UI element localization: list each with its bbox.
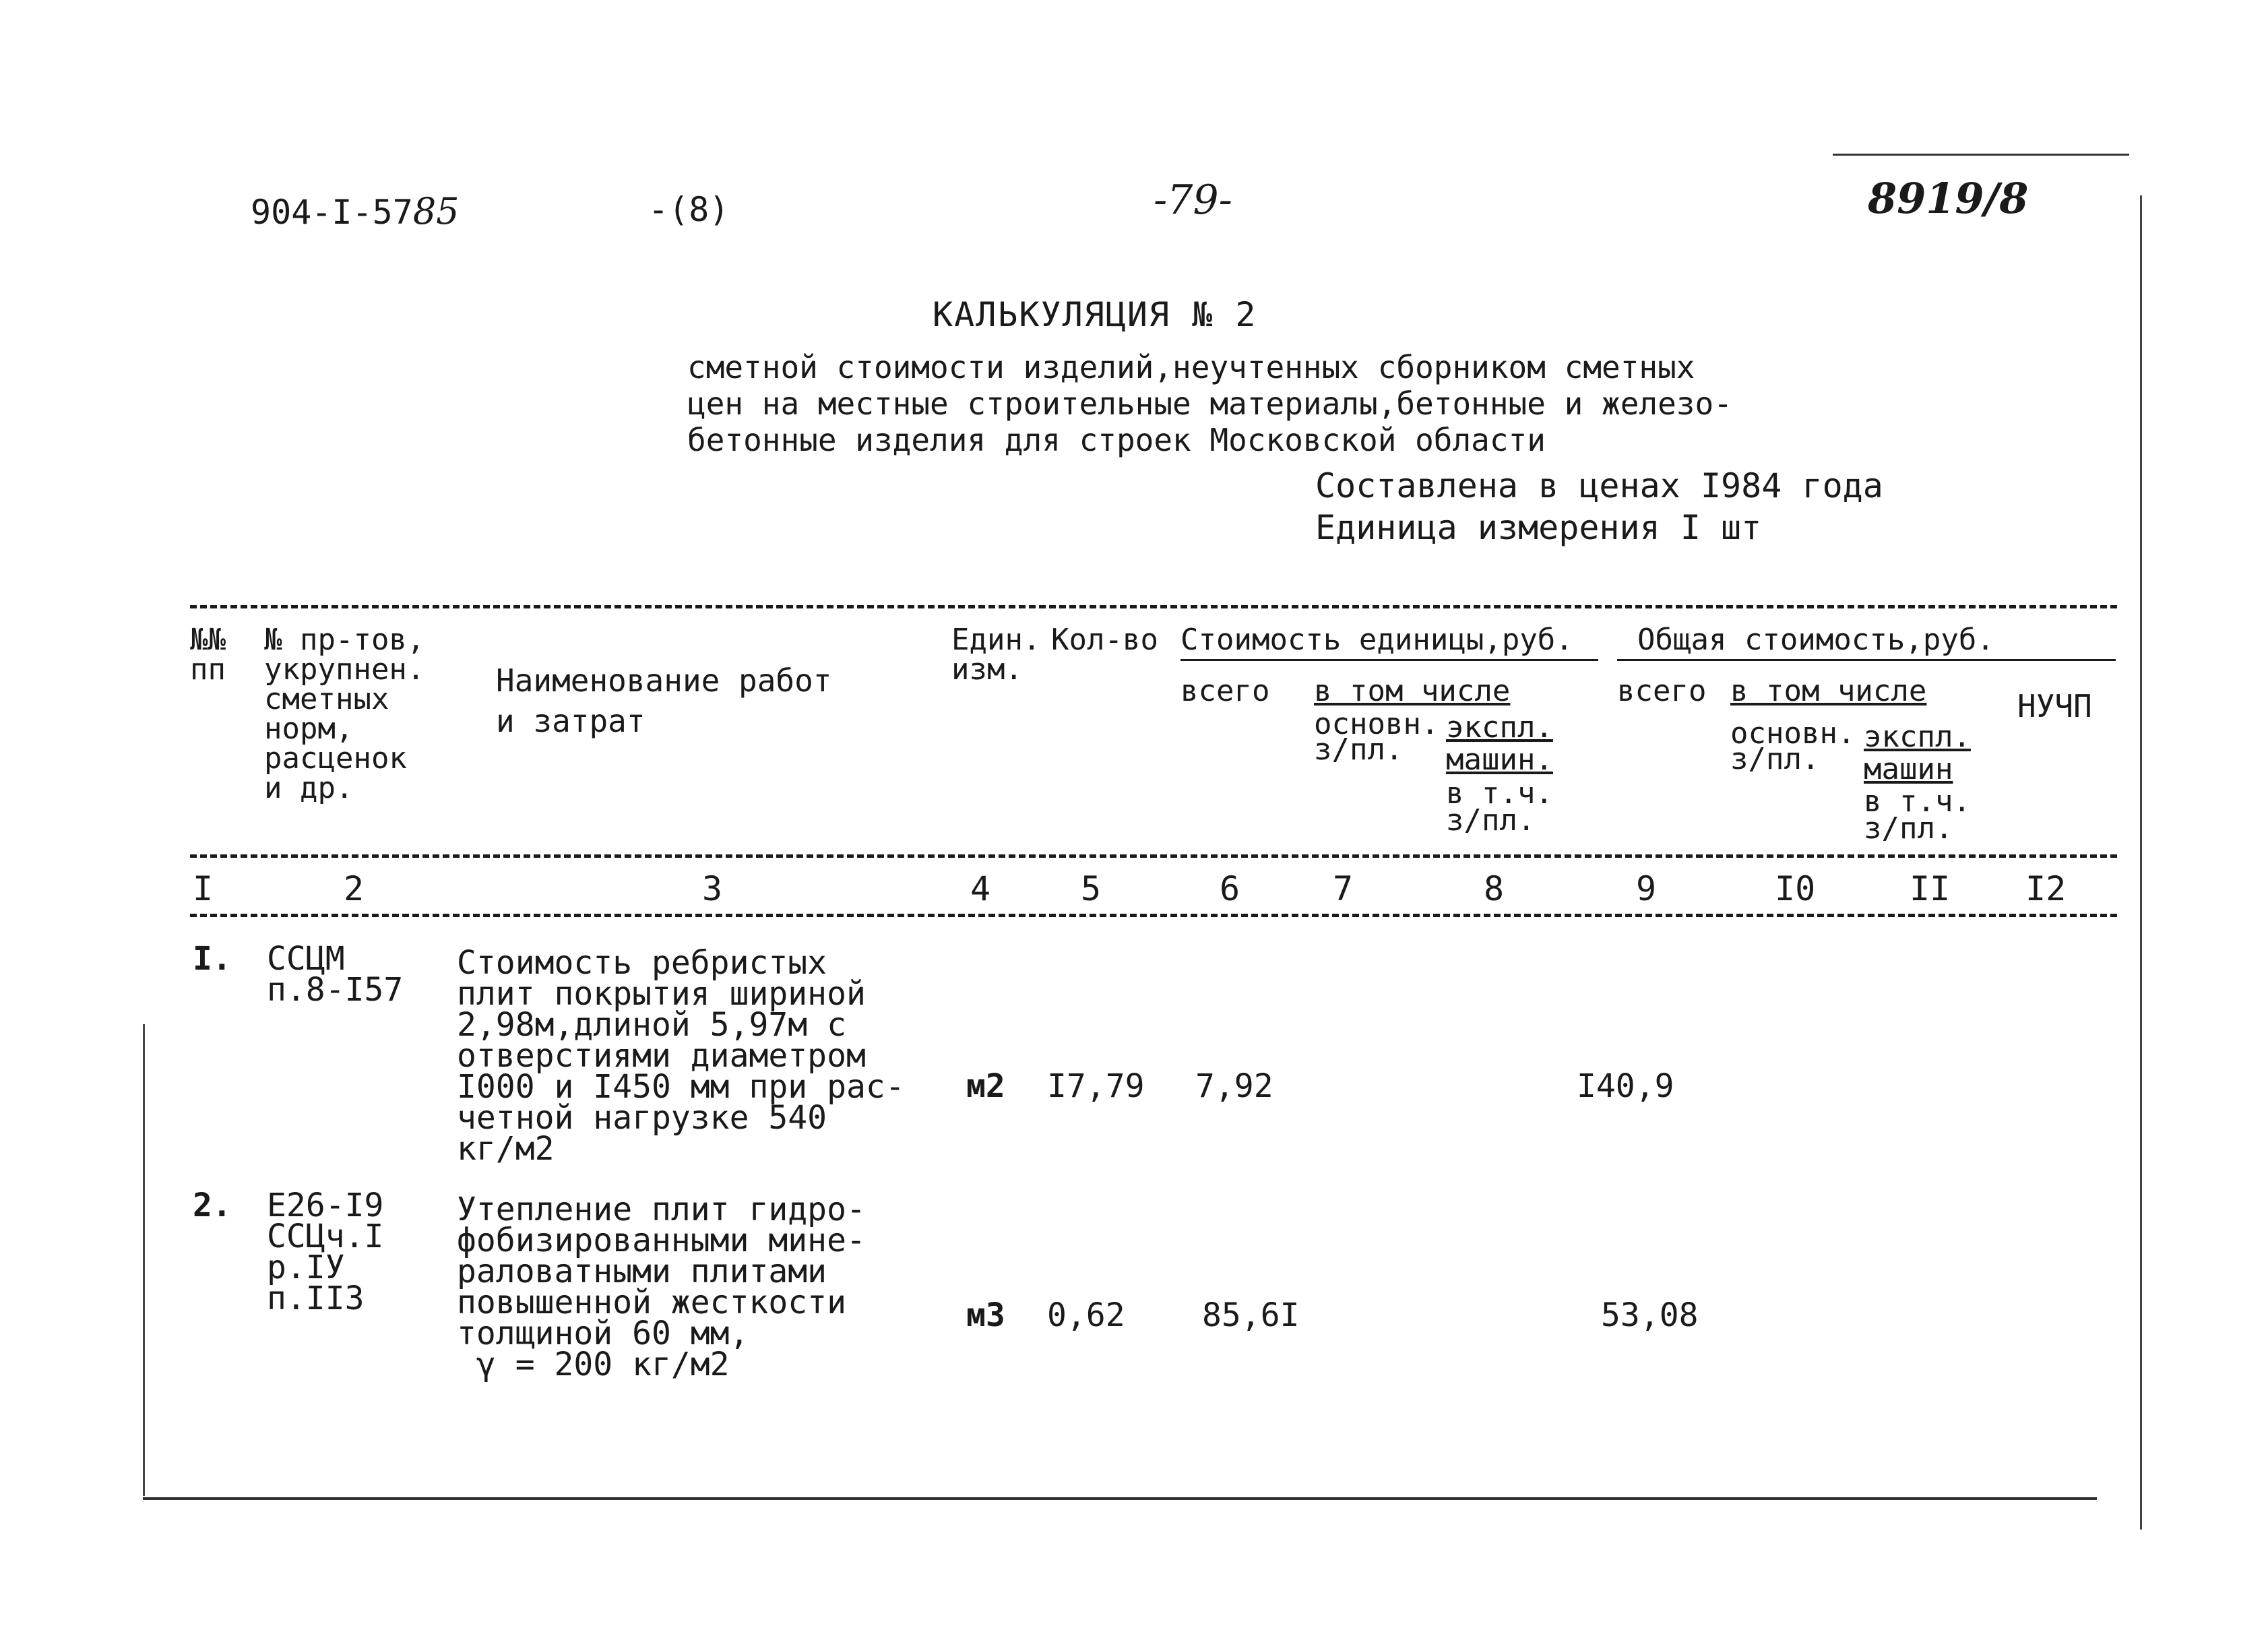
header-bottom-rule [190,854,2117,858]
table-row-2-reference: Е26-I9 ССЦч.I р.IУ п.II3 [267,1187,384,1317]
header-unit-cost-rule [1180,659,1598,661]
document-subtitle: сметной стоимости изделий,неучтенных сборником сметных цен на местные строительные материалы,бетонные и железо- бетонные изделия для строек Московской области [687,349,1732,458]
column-number-2: 2 [344,869,365,908]
document-title: КАЛЬКУЛЯЦИЯ № 2 [933,295,1257,334]
header-total-cost-basic-wage: основн. з/пл. [1730,716,1856,776]
table-top-rule [190,605,2117,608]
column-numbers-bottom-rule [190,914,2117,917]
right-border [2140,195,2142,1530]
prices-note: Составлена в ценах I984 года [1315,466,1883,505]
table-row-2-total: 53,08 [1601,1296,1699,1334]
header-unit: Един. изм. [951,623,1041,687]
table-row-1-num: I. [193,940,232,978]
header-nuchp: НУЧП [2017,688,2092,724]
header-reference: № пр-тов, укрупнен. сметных норм, расценок и др. [264,623,425,805]
column-number-1: I [193,869,214,908]
top-right-rule [1833,154,2129,156]
header-total-cost-machine: экспл. машин [1864,720,1971,786]
header-total-cost-incl: в том числе [1730,674,1927,708]
doc-code-typed: 904-I-57 [251,193,413,232]
doc-code-handwritten: 85 [412,190,460,232]
header-total-cost: Общая стоимость,руб. [1637,623,1994,657]
column-number-4: 4 [970,869,991,908]
header-name: Наименование работ и затрат [496,662,832,739]
header-unit-cost-machine: экспл. машин. [1446,710,1553,777]
table-row-1-name: Стоимость ребристых плит покрытия шириной 2,98м,длиной 5,97м с отверстиями диаметром I000 и I450 мм при рас- четной нагрузке 540 кг/м2 [457,944,905,1168]
table-row-2-name: Утепление плит гидро- фобизированными мине- раловатными плитами повышенной жесткости толщиной 60 мм, γ = 200 кг/м2 [457,1191,866,1383]
column-number-8: 8 [1484,869,1505,908]
sheet-number: -(8) [648,190,730,229]
header-unit-cost: Стоимость единицы,руб. [1180,623,1573,657]
header-total-cost-total: всего [1617,674,1707,708]
column-number-7: 7 [1333,869,1354,908]
column-number-5: 5 [1081,869,1102,908]
header-num: №№ пп [190,623,226,687]
header-total-cost-incl-wage: в т.ч. з/пл. [1864,784,1971,846]
table-row-1-unit-price: 7,92 [1195,1067,1273,1105]
table-row-2-quantity: 0,62 [1047,1296,1125,1334]
table-row-2-num: 2. [193,1187,232,1224]
inventory-number: 8919/8 [1868,174,2029,223]
column-number-11: II [1910,869,1951,908]
column-number-10: I0 [1775,869,1816,908]
unit-note: Единица измерения I шт [1315,508,1762,547]
column-number-3: 3 [702,869,723,908]
header-unit-cost-incl: в том числе [1314,674,1511,708]
header-quantity: Кол-во [1051,623,1158,657]
bottom-rule [143,1497,2097,1500]
header-unit-cost-incl-wage: в т.ч. з/пл. [1446,776,1553,838]
table-row-2-unit: м3 [966,1296,1005,1334]
table-row-2-unit-price: 85,6I [1202,1296,1300,1334]
column-number-12: I2 [2025,869,2067,908]
column-number-6: 6 [1220,869,1240,908]
header-unit-cost-total: всего [1180,674,1270,708]
table-row-1-unit: м2 [966,1067,1005,1105]
column-number-9: 9 [1636,869,1657,908]
left-border [143,1024,145,1496]
header-total-cost-rule [1617,659,2116,661]
doc-code [251,190,460,232]
header-unit-cost-basic-wage: основн. з/пл. [1314,707,1439,767]
table-row-1-quantity: I7,79 [1047,1067,1145,1105]
table-row-1-total: I40,9 [1577,1067,1674,1105]
page-number: -79- [1154,177,1232,224]
table-row-1-reference: ССЦМ п.8-I57 [267,940,404,1009]
